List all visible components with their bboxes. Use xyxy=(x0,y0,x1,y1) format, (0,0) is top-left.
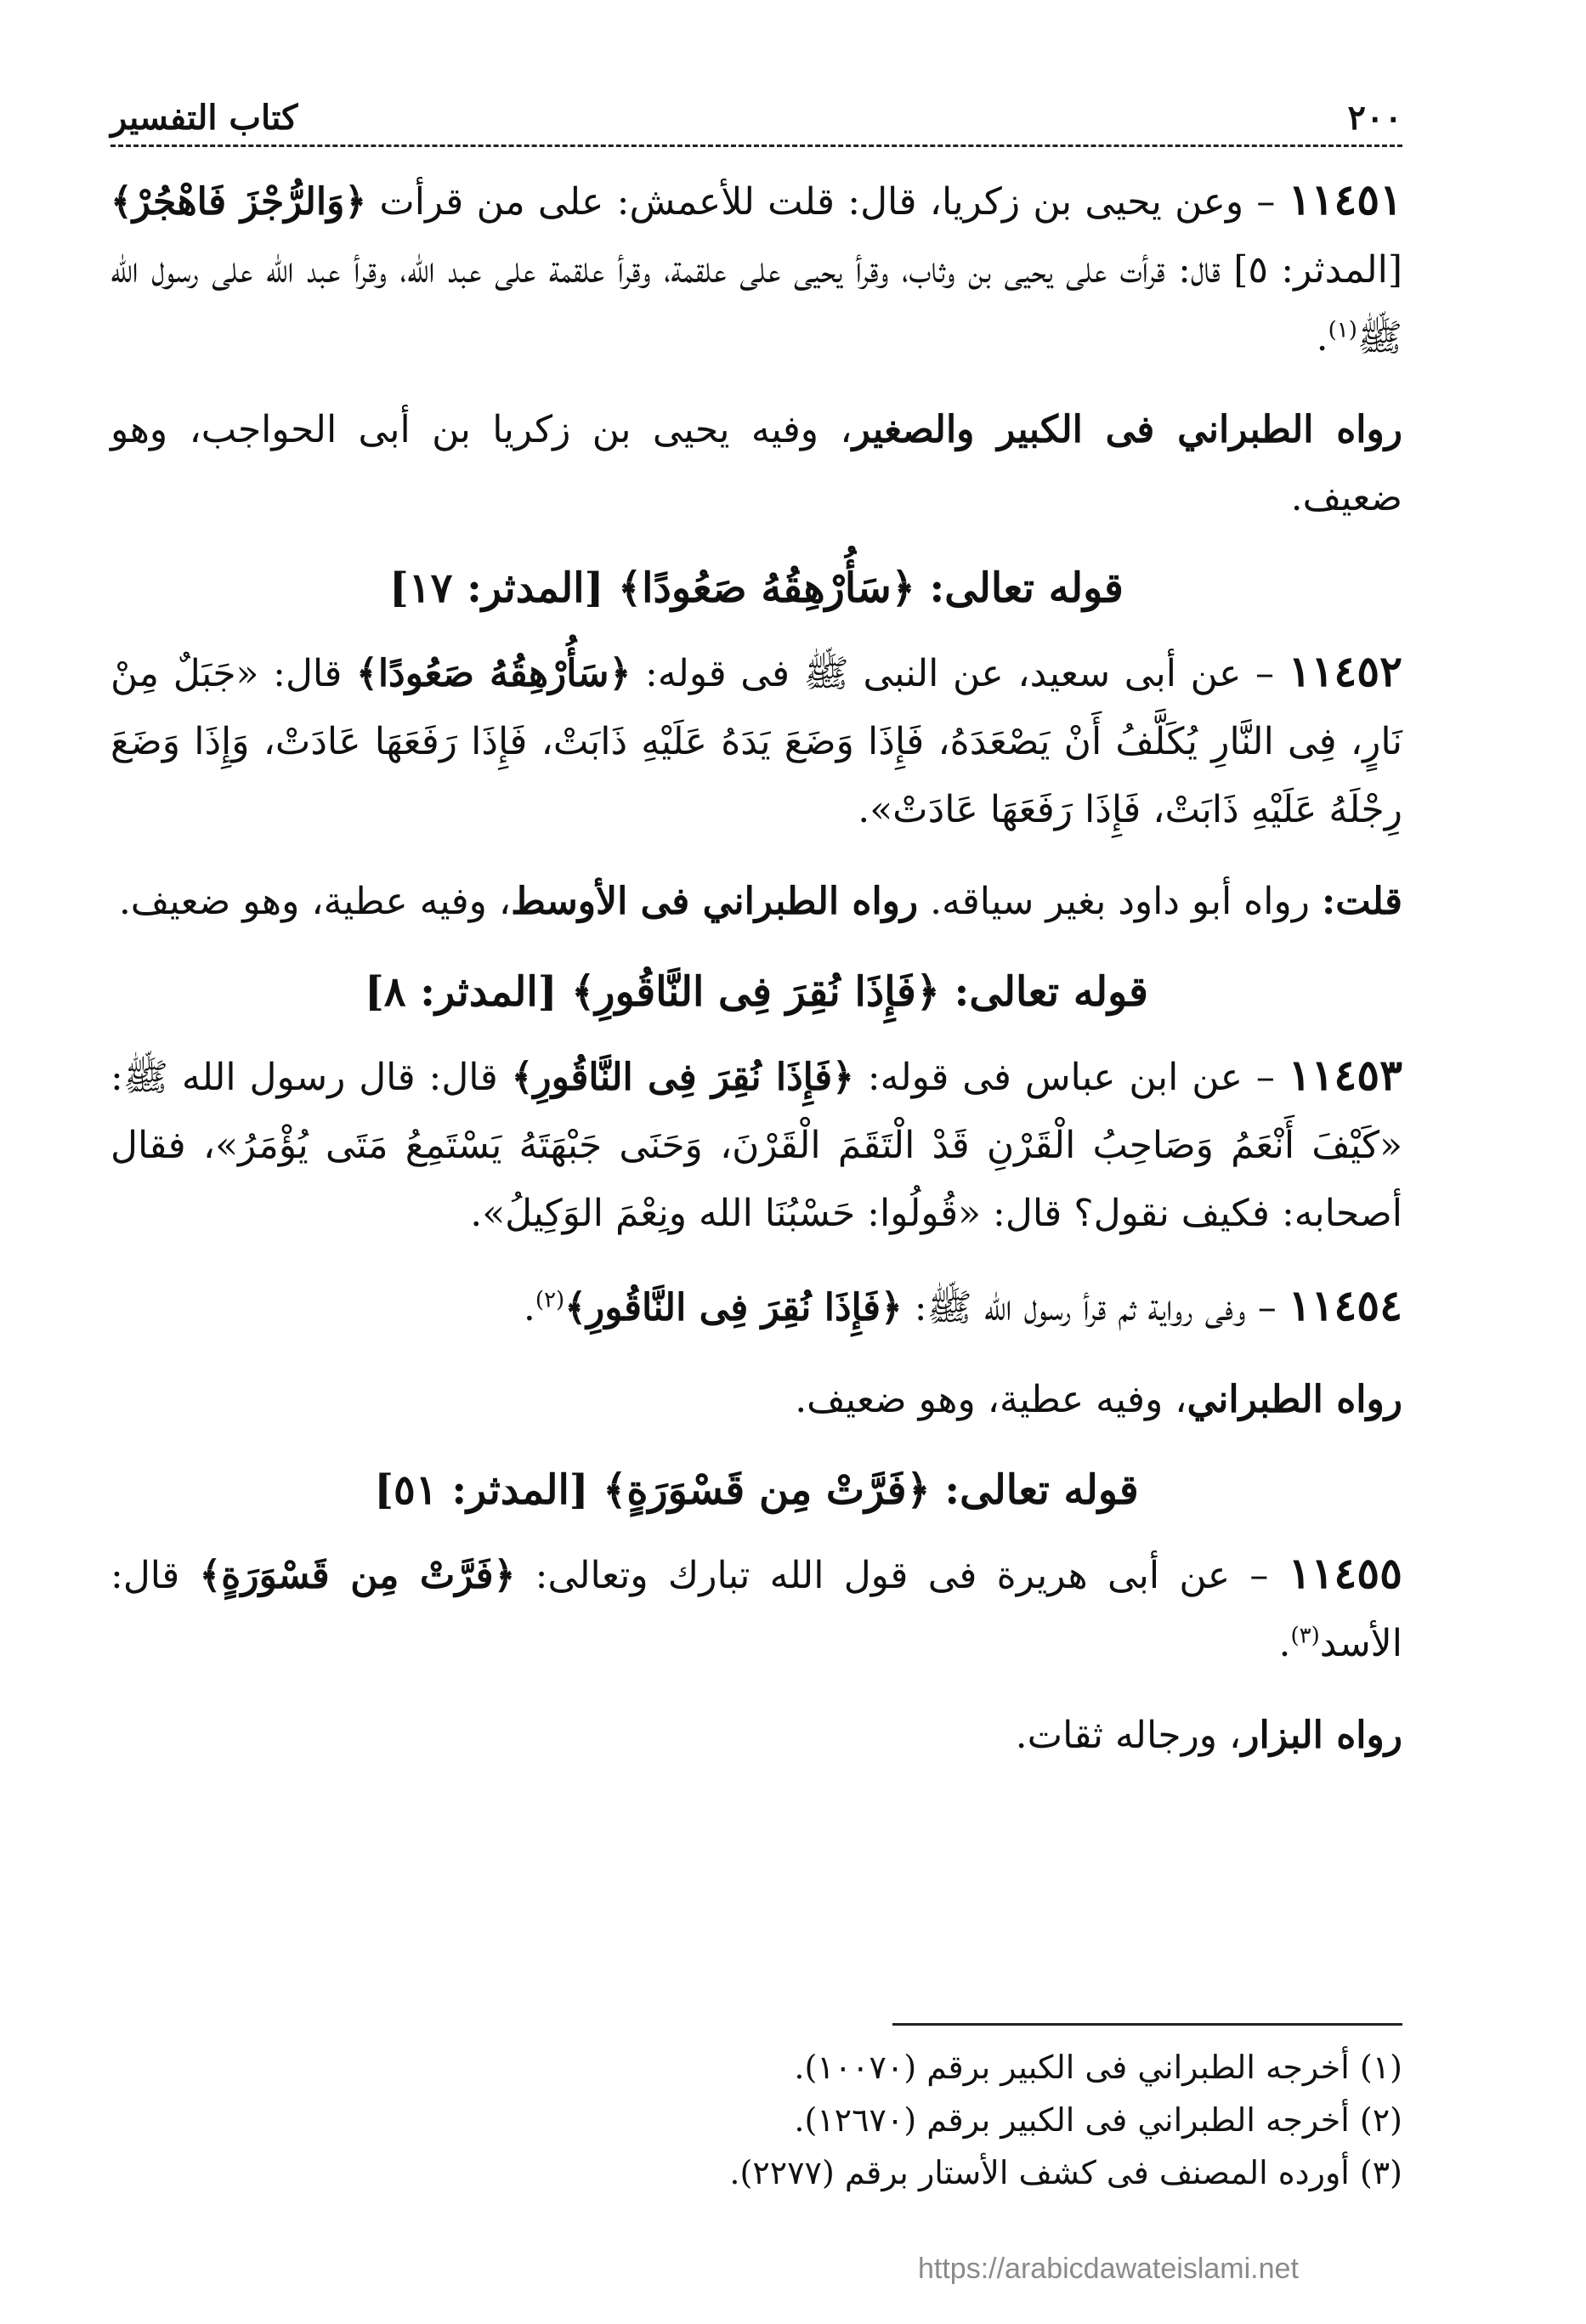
hadith-text: – عن أبى سعيد، عن النبى ﷺ فى قوله: xyxy=(645,652,1275,695)
hadith-text: – وعن يحيى بن زكريا، قال: قلت للأعمش: على من قرأت xyxy=(379,180,1276,224)
footnote-divider xyxy=(892,2023,1402,2026)
punctuation: . xyxy=(1278,1622,1291,1665)
section-heading-1: قوله تعالى: ﴿سَأُرْهِقُهُ صَعُودًا﴾ [المدثر: ١٧] xyxy=(389,564,1124,612)
hadith-text: [المدثر: ٥] قال: قرأت على يحيى بن وثاب، وقرأ يحيى على علقمة، وقرأ علقمة على عبد الله، وقرأ عبد الله على رسول الله ﷺ xyxy=(110,248,1402,360)
hadith-text: قال: قال رسول الله ﷺ: «كَيْفَ أَنْعَمُ وَصَاحِبُ الْقَرْنِ قَدْ الْتَقَمَ الْقَرْنَ، وَحَنَى جَبْهَتَهُ يَسْتَمِعُ مَتَى يُؤْمَرُ»، فقال أصحابه: فكيف نقول؟ قال: «قُولُوا: حَسْبُنَا الله ونِعْمَ الوَكِيلُ». xyxy=(110,1056,1402,1235)
quran-quote: ﴿فَإِذَا نُقِرَ فِى النَّاقُورِ﴾ xyxy=(511,1056,854,1099)
page-header xyxy=(110,85,1402,147)
hadith-number: ١١٤٥١ xyxy=(1288,174,1402,224)
hadith-1454 xyxy=(110,1272,1402,1342)
hadith-number: ١١٤٥٢ xyxy=(1288,646,1402,696)
quran-quote: ﴿سَأُرْهِقُهُ صَعُودًا﴾ xyxy=(356,652,632,695)
hadith-1452 xyxy=(110,638,1402,844)
source-watermark: https://arabicdawateislami.net xyxy=(918,2253,1299,2285)
grading-text: ، ورجاله ثقات. xyxy=(1015,1714,1242,1757)
narration-note-1455 xyxy=(110,1702,1402,1770)
qult-label: قلت: xyxy=(1321,880,1402,923)
page-number: ٢٠٠ xyxy=(1347,98,1402,138)
hadith-number: ١١٤٥٥ xyxy=(1288,1548,1402,1598)
footnote-ref: (٢) xyxy=(535,1287,565,1313)
punctuation: . xyxy=(523,1286,535,1329)
grading-text: ، وفيه عطية، وهو ضعيف. xyxy=(118,880,512,923)
source-attribution: رواه الطبراني فى الكبير والصغير xyxy=(852,408,1402,451)
narration-note-1454 xyxy=(110,1366,1402,1434)
section-heading-2: قوله تعالى: ﴿فَإِذَا نُقِرَ فِى النَّاقُورِ﴾ [المدثر: ٨] xyxy=(365,968,1148,1016)
narration-note-1451 xyxy=(110,396,1402,532)
hadith-number: ١١٤٥٤ xyxy=(1288,1280,1402,1330)
source-attribution: رواه البزار xyxy=(1241,1714,1402,1757)
quran-quote: ﴿وَالرُّجْزَ فَاهْجُرْ﴾ xyxy=(110,180,367,224)
hadith-number: ١١٤٥٣ xyxy=(1288,1050,1402,1100)
footnote-1: (١) أخرجه الطبراني فى الكبير برقم (١٠٠٧٠). xyxy=(794,2049,1402,2086)
footnote-2: (٢) أخرجه الطبراني فى الكبير برقم (١٢٦٧٠). xyxy=(794,2101,1402,2139)
hadith-text: – عن ابن عباس فى قوله: xyxy=(867,1056,1275,1099)
footnote-ref: (١) xyxy=(1328,317,1357,343)
note-text: رواه أبو داود بغير سياقه. xyxy=(930,880,1310,923)
hadith-text: – وفى رواية ثم قرأ رسول الله ﷺ: xyxy=(914,1286,1277,1329)
page-body xyxy=(110,166,1402,1770)
hadith-text: قال: «جَبَلٌ مِنْ نَارٍ، فِى النَّارِ يُكَلَّفُ أَنْ يَصْعَدَهُ، فَإِذَا وَضَعَ يَدَهُ عَلَيْهِ ذَابَتْ، فَإِذَا رَفَعَهَا عَادَتْ، وَإِذَا وَضَعَ رِجْلَهُ عَلَيْهِ ذَابَتْ، فَإِذَا رَفَعَهَا عَادَتْ». xyxy=(110,652,1402,831)
hadith-1451 xyxy=(110,166,1402,372)
source-attribution: رواه الطبراني xyxy=(1187,1378,1402,1421)
hadith-text: قال: الأسد xyxy=(110,1554,1402,1665)
quran-quote: ﴿فَرَّتْ مِن قَسْوَرَةٍ﴾ xyxy=(199,1554,516,1597)
hadith-1453 xyxy=(110,1041,1402,1248)
footnote-3: (٣) أورده المصنف فى كشف الأستار برقم (٢٢٧٧). xyxy=(729,2154,1402,2191)
footnotes xyxy=(110,2023,1402,2199)
hadith-text: – عن أبى هريرة فى قول الله تبارك وتعالى: xyxy=(535,1554,1269,1597)
quran-quote: ﴿فَإِذَا نُقِرَ فِى النَّاقُورِ﴾ xyxy=(564,1286,903,1329)
grading-text: ، وفيه يحيى بن زكريا بن أبى الحواجب، وهو ضعيف. xyxy=(110,408,1402,519)
document-page xyxy=(110,85,1402,2261)
section-heading-3: قوله تعالى: ﴿فَرَّتْ مِن قَسْوَرَةٍ﴾ [المدثر: ٥١] xyxy=(374,1466,1139,1514)
book-title: كتاب التفسير xyxy=(110,98,298,138)
narration-note-1452 xyxy=(110,868,1402,936)
punctuation: . xyxy=(1316,316,1328,360)
hadith-1455 xyxy=(110,1539,1402,1678)
source-attribution: رواه الطبراني فى الأوسط xyxy=(511,880,919,923)
grading-text: ، وفيه عطية، وهو ضعيف. xyxy=(795,1378,1187,1421)
footnote-ref: (٣) xyxy=(1290,1623,1320,1649)
